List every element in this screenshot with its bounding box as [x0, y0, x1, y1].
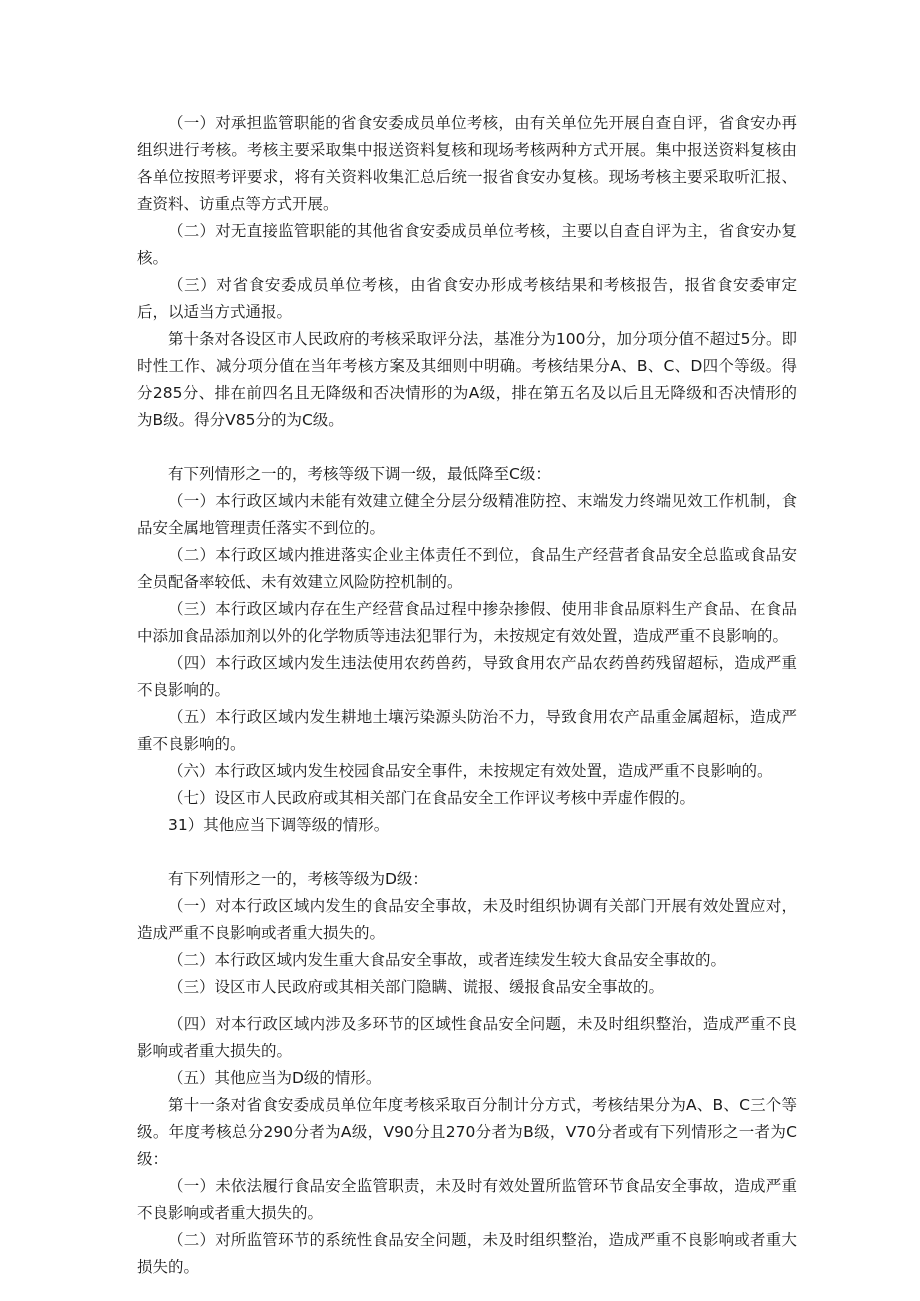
downgrade-item-2: （二）本行政区域内推进落实企业主体责任不到位，食品生产经营者食品安全总监或食品安全员配备率较低、未有效建立风险防控机制的。 [137, 546, 797, 591]
d-level-item-1: （一）对本行政区域内发生的食品安全事故，未及时组织协调有关部门开展有效处置应对，造成严重不良影响或者重大损失的。 [137, 897, 797, 942]
d-level-item-2: （二）本行政区域内发生重大食品安全事故，或者连续发生较大食品安全事故的。 [168, 951, 727, 969]
article-ten-paragraph: 第十条对各设区市人民政府的考核采取评分法，基准分为100分，加分项分值不超过5分。即时性工作、减分项分值在当年考核方案及其细则中明确。考核结果分A、B、C、D四个等级。得分285分、排在前四名且无降级和否决情形的为A级，排在第五名及以后且无降级和否决情形的为B级。得分V85分的为C级。 [137, 330, 797, 429]
section-spacer [137, 839, 797, 866]
paragraph-item-1: （一）对承担监管职能的省食安委成员单位考核，由有关单位先开展自查自评，省食安办再组织进行考核。考核主要采取集中报送资料复核和现场考核两种方式开展。集中报送资料复核由各单位按照考评要求，将有关资料收集汇总后统一报省食安办复核。现场考核主要采取听汇报、查资料、访重点等方式开展。 [137, 114, 797, 213]
downgrade-intro: 有下列情形之一的，考核等级下调一级，最低降至C级： [168, 465, 551, 483]
c-level-item-2: （二）对所监管环节的系统性食品安全问题，未及时组织整治，造成严重不良影响或者重大损失的。 [137, 1231, 797, 1276]
downgrade-item-7: （七）设区市人民政府或其相关部门在食品安全工作评议考核中弄虚作假的。 [168, 789, 696, 807]
downgrade-item-5: （五）本行政区域内发生耕地土壤污染源头防治不力，导致食用农产品重金属超标，造成严重不良影响的。 [137, 708, 797, 753]
paragraph-item-3: （三）对省食安委成员单位考核，由省食安办形成考核结果和考核报告，报省食安委审定后，以适当方式通报。 [137, 276, 797, 321]
section-spacer [137, 434, 797, 461]
downgrade-item-1: （一）本行政区域内未能有效建立健全分层分级精准防控、末端发力终端见效工作机制，食品安全属地管理责任落实不到位的。 [137, 492, 797, 537]
d-level-intro: 有下列情形之一的，考核等级为D级： [168, 870, 428, 888]
article-eleven-paragraph: 第十一条对省食安委成员单位年度考核采取百分制计分方式，考核结果分为A、B、C三个等级。年度考核总分290分者为A级，V90分且270分者为B级，V70分者或有下列情形之一者为C级： [137, 1096, 797, 1168]
d-level-item-3: （三）设区市人民政府或其相关部门隐瞒、谎报、缓报食品安全事故的。 [168, 978, 665, 996]
downgrade-item-4: （四）本行政区域内发生违法使用农药兽药，导致食用农产品农药兽药残留超标，造成严重不良影响的。 [137, 654, 797, 699]
c-level-item-1: （一）未依法履行食品安全监管职责，未及时有效处置所监管环节食品安全事故，造成严重不良影响或者重大损失的。 [137, 1177, 797, 1222]
d-level-item-4: （四）对本行政区域内涉及多环节的区域性食品安全问题，未及时组织整治，造成严重不良影响或者重大损失的。 [137, 1015, 797, 1060]
downgrade-item-8: 31）其他应当下调等级的情形。 [168, 816, 390, 834]
d-level-item-5: （五）其他应当为D级的情形。 [168, 1069, 382, 1087]
section-spacer [137, 1001, 797, 1011]
paragraph-item-2: （二）对无直接监管职能的其他省食安委成员单位考核，主要以自查自评为主，省食安办复核。 [137, 222, 797, 267]
downgrade-item-6: （六）本行政区域内发生校园食品安全事件，未按规定有效处置，造成严重不良影响的。 [168, 762, 773, 780]
document-body [137, 110, 797, 1281]
downgrade-item-3: （三）本行政区域内存在生产经营食品过程中掺杂掺假、使用非食品原料生产食品、在食品中添加食品添加剂以外的化学物质等违法犯罪行为，未按规定有效处置，造成严重不良影响的。 [137, 600, 797, 645]
